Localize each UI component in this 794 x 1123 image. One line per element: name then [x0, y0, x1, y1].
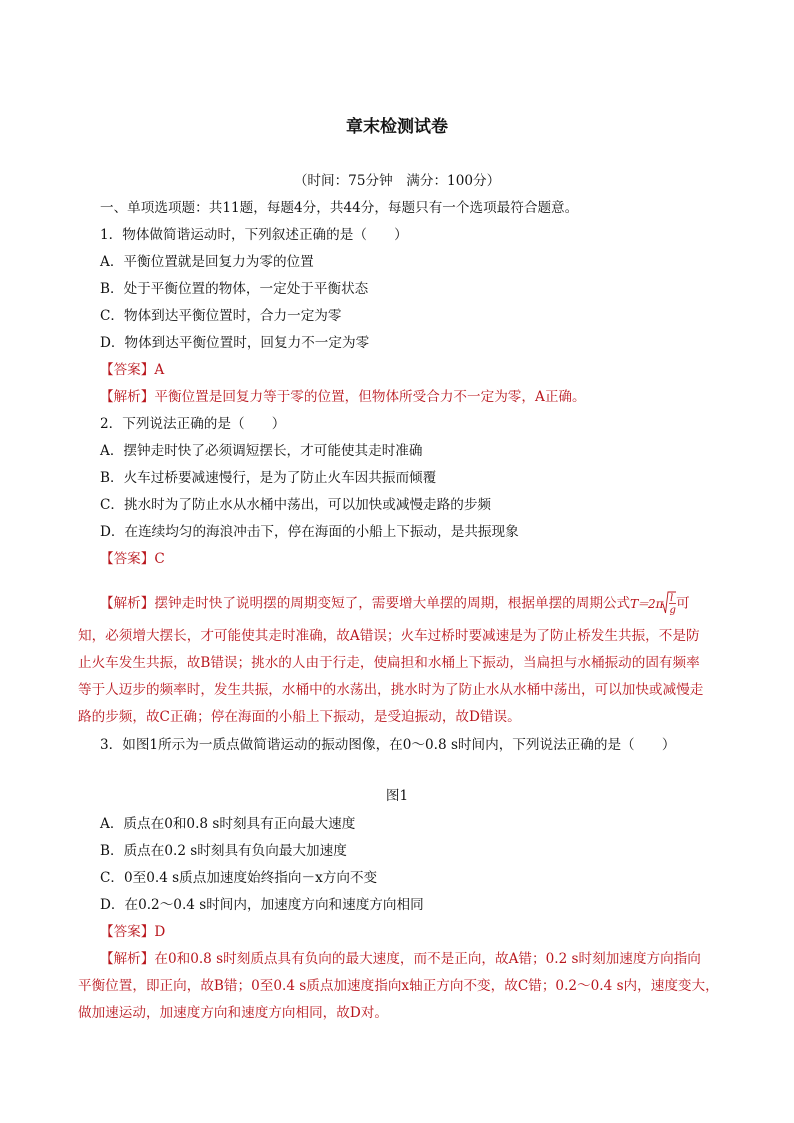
formula-equals: ＝ — [637, 597, 650, 611]
q2-option-a: A．摆钟走时快了必须调短摆长，才可能使其走时准确 — [100, 443, 423, 459]
q3-option-c: C．0至0.4 s质点加速度始终指向－x方向不变 — [100, 870, 378, 886]
analysis-text-cont: 可 — [676, 595, 690, 612]
q2-analysis-line-3: 止火车发生共振，故B错误；挑水的人由于行走，使扁担和水桶上下振动，当扁担与水桶振动的固有频率 — [78, 655, 700, 671]
q2-option-d: D．在连续均匀的海浪冲击下，停在海面的小船上下振动，是共振现象 — [100, 524, 519, 540]
q1-answer — [100, 361, 164, 379]
analysis-text: 平衡位置是回复力等于零的位置，但物体所受合力不一定为零，A正确。 — [154, 389, 586, 405]
formula-coefficient: 2π — [648, 597, 664, 611]
q3-option-d: D．在0.2～0.4 s时间内，加速度方向和速度方向相同 — [100, 897, 424, 913]
answer-value: D — [154, 924, 166, 940]
answer-tag: 【答案】 — [100, 551, 155, 567]
q1-option-c: C．物体到达平衡位置时，合力一定为零 — [100, 308, 342, 324]
formula-denominator: g — [669, 605, 677, 616]
q2-answer — [100, 550, 165, 568]
q1-option-b: B．处于平衡位置的物体，一定处于平衡状态 — [100, 281, 369, 297]
answer-value: A — [154, 362, 165, 378]
section-header: 一、单项选项题：共11题，每题4分，共44分，每题只有一个选项最符合题意。 — [100, 200, 579, 216]
q2-stem: 2．下列说法正确的是（ ） — [100, 416, 286, 432]
analysis-tag: 【解析】 — [100, 595, 155, 612]
analysis-text: 在0和0.8 s时刻质点具有负向的最大速度，而不是正向，故A错；0.2 s时刻加速度方向指向 — [154, 951, 701, 967]
q1-analysis — [100, 388, 586, 406]
page-title: 章末检测试卷 — [346, 117, 448, 137]
answer-tag: 【答案】 — [100, 924, 155, 940]
answer-tag: 【答案】 — [100, 362, 155, 378]
q3-analysis-line-3: 做加速运动，加速度方向和速度方向相同，故D对。 — [78, 1005, 388, 1021]
q2-analysis-line-1 — [100, 591, 690, 617]
q2-option-b: B．火车过桥要减速慢行，是为了防止火车因共振而倾覆 — [100, 470, 437, 486]
q3-option-a: A．质点在0和0.8 s时刻具有正向最大速度 — [100, 816, 356, 832]
pendulum-period-formula — [630, 591, 676, 617]
q3-answer — [100, 923, 165, 941]
q3-analysis-line-2: 平衡位置，即正向，故B错；0至0.4 s质点加速度指向x轴正方向不变，故C错；0.2～0.4 s内，速度变大， — [78, 978, 719, 994]
analysis-text: 摆钟走时快了说明摆的周期变短了，需要增大单摆的周期，根据单摆的周期公式 — [154, 595, 631, 612]
q2-analysis-line-2: 知，必须增大摆长，才可能使其走时准确，故A错误；火车过桥时要减速是为了防止桥发生共振，不是防 — [78, 628, 700, 644]
q3-analysis-line-1 — [100, 950, 701, 968]
q2-analysis-line-4: 等于人迈步的频率时，发生共振，水桶中的水荡出，挑水时为了防止水从水桶中荡出，可以加快或减慢走 — [78, 682, 704, 698]
analysis-tag: 【解析】 — [100, 389, 155, 405]
formula-numerator: l — [670, 593, 674, 604]
exam-time-info: （时间：75分钟 满分：100分） — [293, 173, 501, 189]
q2-analysis-line-5: 路的步频，故C正确；停在海面的小船上下振动，是受迫振动，故D错误。 — [78, 709, 521, 725]
q3-stem: 3．如图1所示为一质点做简谐运动的振动图像，在0～0.8 s时间内，下列说法正确的是（ ） — [100, 737, 676, 753]
q3-option-b: B．质点在0.2 s时刻具有负向最大加速度 — [100, 843, 347, 859]
answer-value: C — [154, 551, 165, 567]
q1-option-a: A．平衡位置就是回复力为零的位置 — [100, 254, 314, 270]
q1-option-d: D．物体到达平衡位置时，回复力不一定为零 — [100, 335, 370, 351]
q1-stem: 1．物体做简谐运动时，下列叙述正确的是（ ） — [100, 227, 408, 243]
analysis-tag: 【解析】 — [100, 951, 155, 967]
formula-lhs: T — [630, 596, 639, 611]
figure-caption: 图1 — [385, 788, 409, 804]
q2-option-c: C．挑水时为了防止水从水桶中荡出，可以加快或减慢走路的步频 — [100, 497, 492, 513]
